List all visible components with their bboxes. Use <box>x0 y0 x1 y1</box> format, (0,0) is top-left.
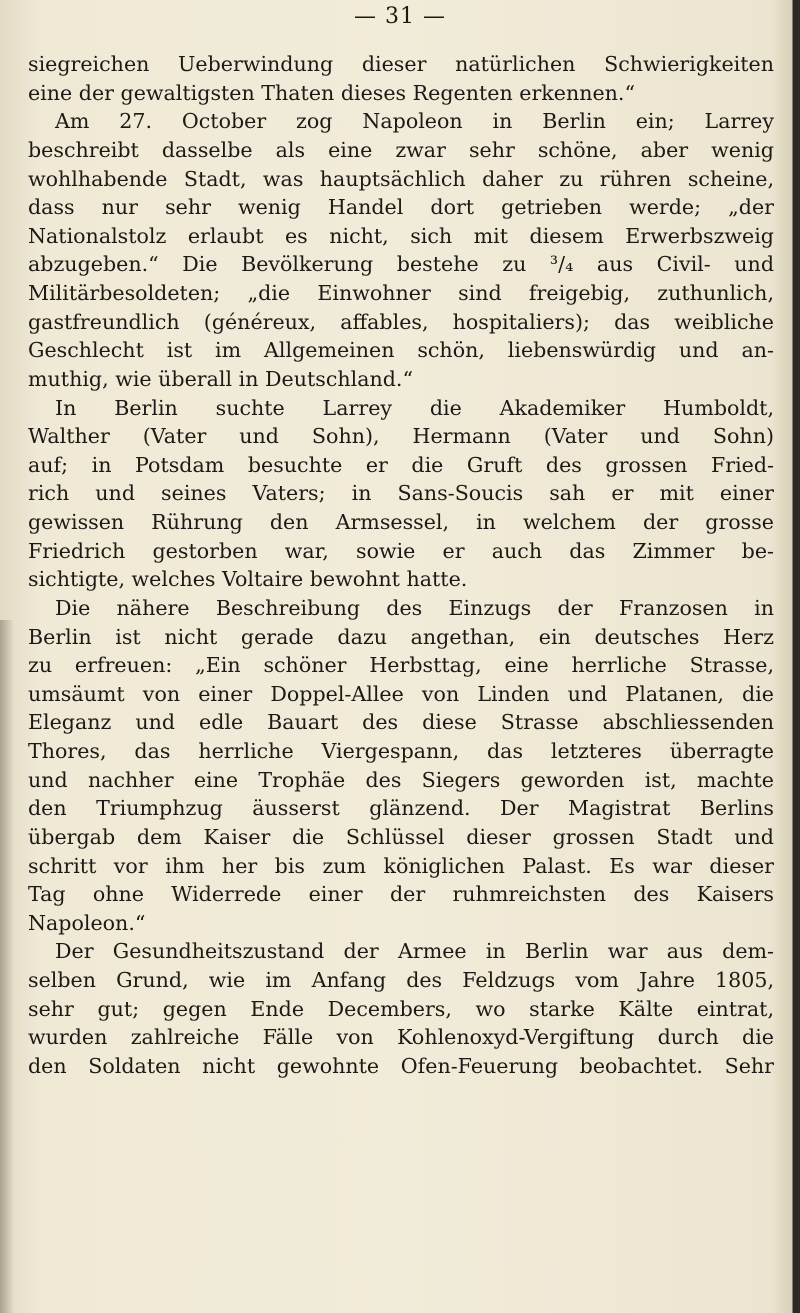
text-line: Geschlecht ist im Allgemeinen schön, liebenswürdig und an- <box>28 338 774 363</box>
text-line: rich und seines Vaters; in Sans-Soucis sah er mit einer <box>28 481 774 506</box>
text-line: übergab dem Kaiser die Schlüssel dieser grossen Stadt und <box>28 824 774 849</box>
text-line: gewissen Rührung den Armsessel, in welchem der grosse <box>28 510 774 534</box>
text-line: abzugeben.“ Die Bevölkerung bestehe zu ³/₄ aus Civil- und <box>28 252 774 277</box>
text-line: Militärbesoldeten; „die Einwohner sind freigebig, zuthunlich, <box>28 281 774 305</box>
text-line: beschreibt dasselbe als eine zwar sehr schöne, aber wenig <box>28 137 774 162</box>
text-line: sehr gut; gegen Ende Decembers, wo starke Kälte eintrat, <box>28 996 774 1021</box>
text-line: eine der gewaltigsten Thaten dieses Regenten erkennen.“ <box>28 80 636 105</box>
text-line: sichtigte, welches Voltaire bewohnt hatte. <box>28 567 468 592</box>
text-line: Eleganz und edle Bauart des diese Strasse abschliessenden <box>28 710 774 735</box>
text-line: Friedrich gestorben war, sowie er auch das Zimmer be- <box>28 538 774 563</box>
text-line: Der Gesundheitszustand der Armee in Berlin war aus dem- <box>55 939 774 964</box>
text-line: zu erfreuen: „Ein schöner Herbsttag, eine herrliche Strasse, <box>28 653 774 678</box>
text-line: In Berlin suchte Larrey die Akademiker Humboldt, <box>55 395 774 420</box>
text-line: auf; in Potsdam besuchte er die Gruft des grossen Fried- <box>28 452 774 477</box>
text-line: Walther (Vater und Sohn), Hermann (Vater und Sohn) <box>28 424 774 449</box>
text-line: und nachher eine Trophäe des Siegers geworden ist, machte <box>28 767 774 792</box>
text-line: Napoleon.“ <box>28 910 146 935</box>
text-line: Nationalstolz erlaubt es nicht, sich mit diesem Erwerbszweig <box>28 223 774 248</box>
text-line: siegreichen Ueberwindung dieser natürlichen Schwierigkeiten <box>28 52 774 76</box>
text-line: Tag ohne Widerrede einer der ruhmreichsten des Kaisers <box>28 882 774 907</box>
body-text <box>28 50 774 1081</box>
text-line: muthig, wie überall in Deutschland.“ <box>28 366 413 391</box>
text-line: wurden zahlreiche Fälle von Kohlenoxyd-Vergiftung durch die <box>28 1025 774 1050</box>
text-line: schritt vor ihm her bis zum königlichen Palast. Es war dieser <box>28 853 774 878</box>
text-line: wohlhabende Stadt, was hauptsächlich daher zu rühren scheine, <box>28 166 774 191</box>
text-line: Berlin ist nicht gerade dazu angethan, ein deutsches Herz <box>28 624 774 649</box>
page-number: — 31 — <box>354 4 446 29</box>
text-line: den Triumphzug äusserst glänzend. Der Magistrat Berlins <box>28 796 774 821</box>
text-line: umsäumt von einer Doppel-Allee von Linden und Platanen, die <box>28 681 774 706</box>
text-line: Thores, das herrliche Viergespann, das letzteres überragte <box>28 739 774 763</box>
text-line: Am 27. October zog Napoleon in Berlin ein; Larrey <box>55 109 774 134</box>
page-binding-shadow <box>0 620 14 1313</box>
text-line: gastfreundlich (généreux, affables, hospitaliers); das weibliche <box>28 309 774 334</box>
text-line: Die nähere Beschreibung des Einzugs der Franzosen in <box>55 595 774 620</box>
text-line: dass nur sehr wenig Handel dort getrieben werde; „der <box>28 195 774 220</box>
text-line: den Soldaten nicht gewohnte Ofen-Feuerung beobachtet. Sehr <box>28 1053 774 1078</box>
text-line: selben Grund, wie im Anfang des Feldzugs vom Jahre 1805, <box>28 968 774 992</box>
